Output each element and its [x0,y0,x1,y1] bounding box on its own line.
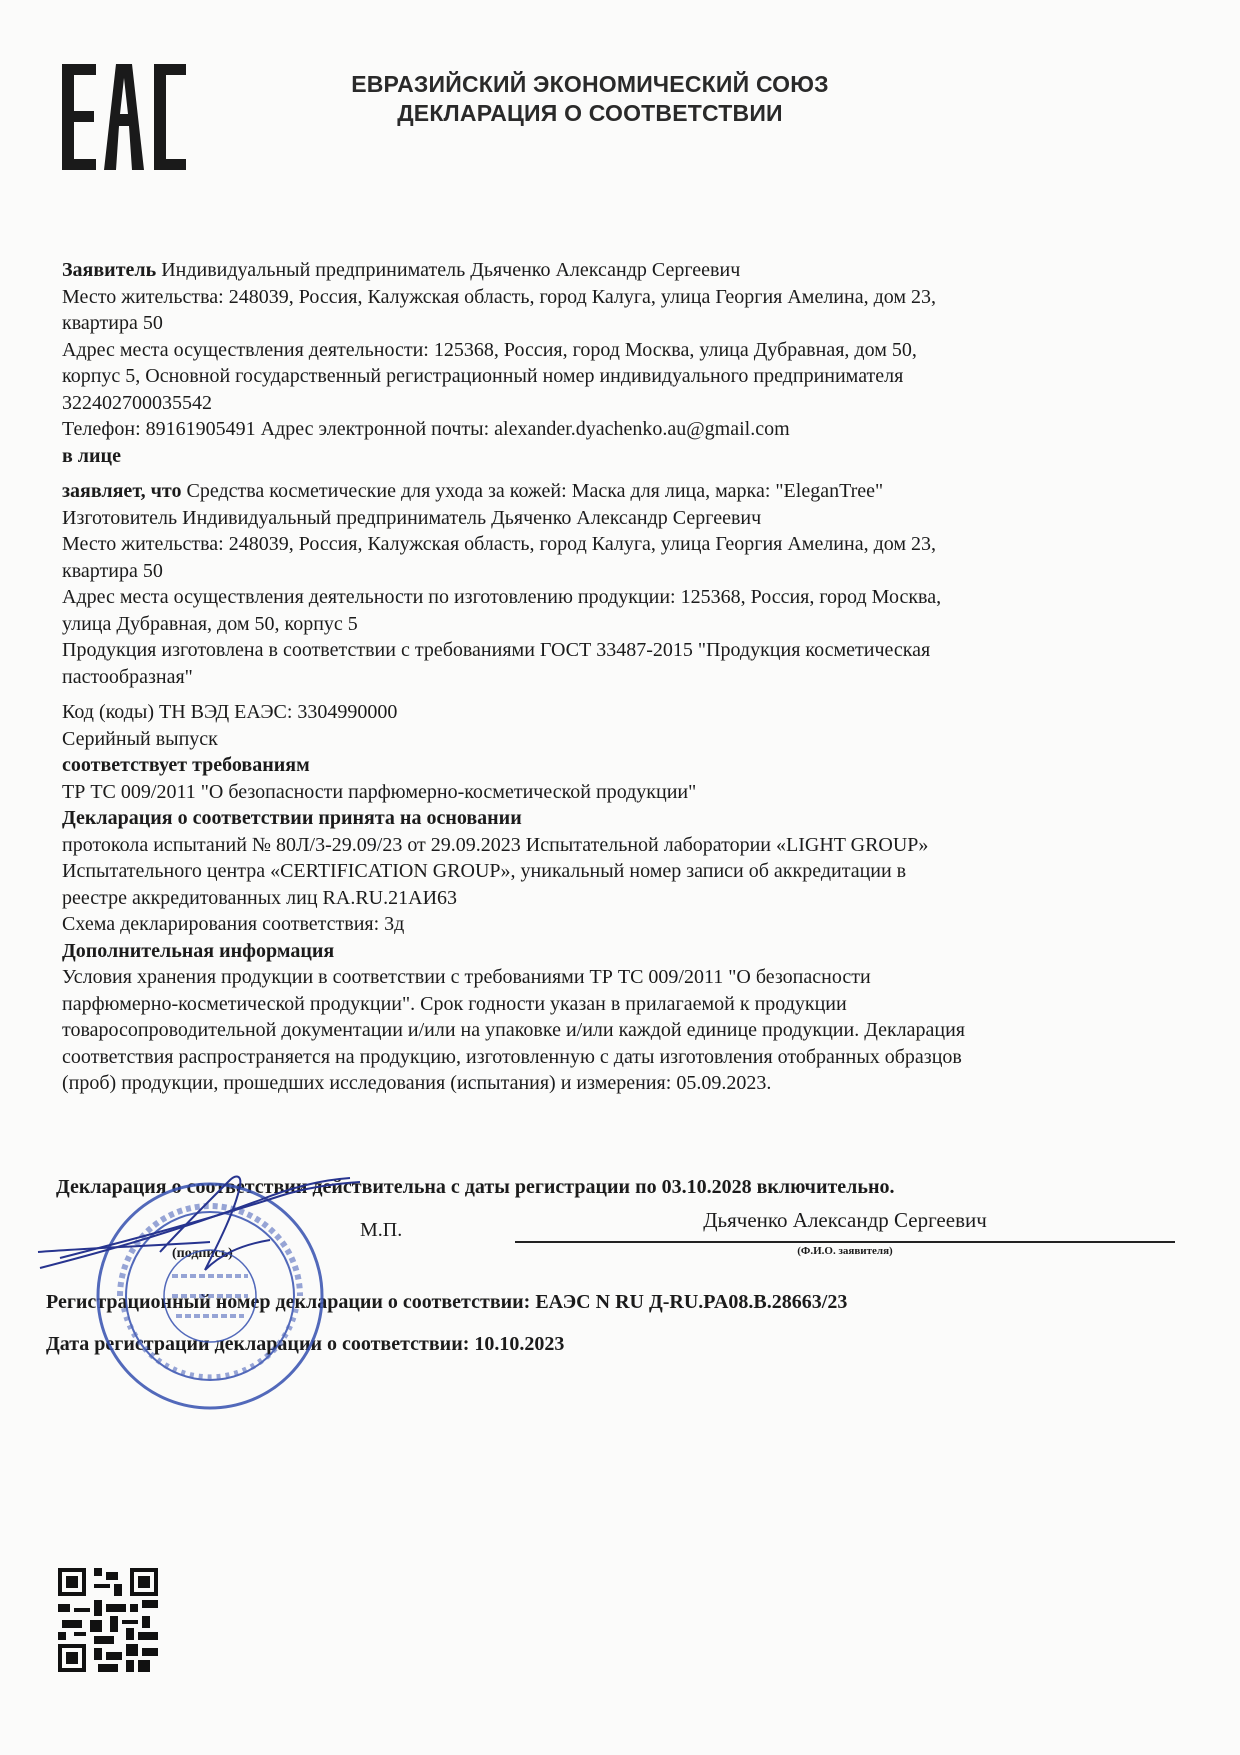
applicant-contact: Телефон: 89161905491 Адрес электронной почты: alexander.dyachenko.au@gmail.com [62,418,790,440]
applicant-name: Индивидуальный предприниматель Дьяченко Александр Сергеевич [156,259,741,281]
document-header [280,70,900,128]
in-person-text: в лице [62,444,121,467]
serial-release: Серийный выпуск [62,727,218,750]
product-name: Средства косметические для ухода за кожей: Маска для лица, марка: "EleganTree" [181,480,884,502]
declaration-title: ДЕКЛАРАЦИЯ О СООТВЕТСТВИИ [397,100,783,126]
manufacturer: Изготовитель Индивидуальный предприниматель Дьяченко Александр Сергеевич [62,506,762,529]
production-address: Адрес места осуществления деятельности по изготовлению продукции: 125368, Россия, город Москва, [62,586,942,608]
signer-name: Дьяченко Александр Сергеевич [703,1208,987,1232]
applicant-residence: Место жительства: 248039, Россия, Калужская область, город Калуга, улица Георгия Амелина, дом 23, [62,285,937,308]
applicant-label: Заявитель [62,259,157,281]
declares-line [62,478,1172,505]
standard-cont: пастообразная" [62,665,193,688]
additional-line: парфюмерно-косметической продукции". Срок годности указан в прилагаемой к продукции [62,992,847,1015]
validity-statement: Декларация о соответствии действительна с даты регистрации по 03.10.2028 включительно. [56,1176,895,1198]
applicant-ogrnip: 322402700035542 [62,391,212,414]
basis-registry: реестре аккредитованных лиц RA.RU.21АИ63 [62,886,458,909]
basis-label [62,805,1172,832]
additional-line: (проб) продукции, прошедших исследования (испытания) и измерения: 05.09.2023. [62,1072,772,1094]
signature [30,1160,450,1300]
declares-label: заявляет, что [62,480,182,502]
signer-caption: (Ф.И.О. заявителя) [797,1245,893,1257]
additional-line: товаросопроводительной документации и/или на упаковке и/или каждой единице продукции. Декларация [62,1019,966,1041]
manufacturer-residence-cont: квартира 50 [62,559,163,582]
additional-label-text: Дополнительная информация [62,939,335,962]
additional-line: соответствия распространяется на продукцию, изготовленную с даты изготовления отобранных образцов [62,1045,962,1068]
qr-code [58,1568,158,1672]
basis-protocol: протокола испытаний № 80Л/3-29.09/23 от 29.09.2023 Испытательной лаборатории «LIGHT GROUP» [62,833,929,856]
stamp-place-label: М.П. [360,1219,403,1241]
additional-label [62,938,1172,965]
hs-code: Код (коды) ТН ВЭД ЕАЭС: 3304990000 [62,701,398,723]
applicant-activity-cont: корпус 5, Основной государственный регистрационный номер индивидуального предпринимателя [62,365,904,387]
conformity-label-text: соответствует требованиям [62,754,310,776]
union-title: ЕВРАЗИЙСКИЙ ЭКОНОМИЧЕСКИЙ СОЮЗ [351,71,829,97]
eac-logo [62,64,186,170]
declaration-body [62,257,1172,1097]
conformity-label [62,752,1172,779]
standard: Продукция изготовлена в соответствии с требованиями ГОСТ 33487-2015 "Продукция косметическая [62,639,931,661]
additional-line: Условия хранения продукции в соответствии с требованиями ТР ТС 009/2011 "О безопасности [62,966,871,988]
registration-date: Дата регистрации декларации о соответствии: 10.10.2023 [46,1333,565,1355]
applicant-residence-cont: квартира 50 [62,312,163,334]
production-address-cont: улица Дубравная, дом 50, корпус 5 [62,612,358,635]
signature-caption: (подпись) [172,1246,233,1261]
registration-number: Регистрационный номер декларации о соответствии: ЕАЭС N RU Д-RU.PA08.B.28663/23 [46,1291,848,1313]
signer-line [515,1241,1175,1243]
declaration-scheme: Схема декларирования соответствия: 3д [62,913,405,935]
regulation: ТР ТС 009/2011 "О безопасности парфюмерно-косметической продукции" [62,780,697,803]
applicant-line [62,257,1172,284]
manufacturer-residence: Место жительства: 248039, Россия, Калужская область, город Калуга, улица Георгия Амелина, дом 23, [62,533,937,555]
in-person-label [62,443,1172,470]
basis-center: Испытательного центра «CERTIFICATION GROUP», уникальный номер записи об аккредитации в [62,860,907,882]
applicant-activity: Адрес места осуществления деятельности: 125368, Россия, город Москва, улица Дубравная, дом 50, [62,338,917,361]
basis-label-text: Декларация о соответствии принята на основании [62,807,522,829]
